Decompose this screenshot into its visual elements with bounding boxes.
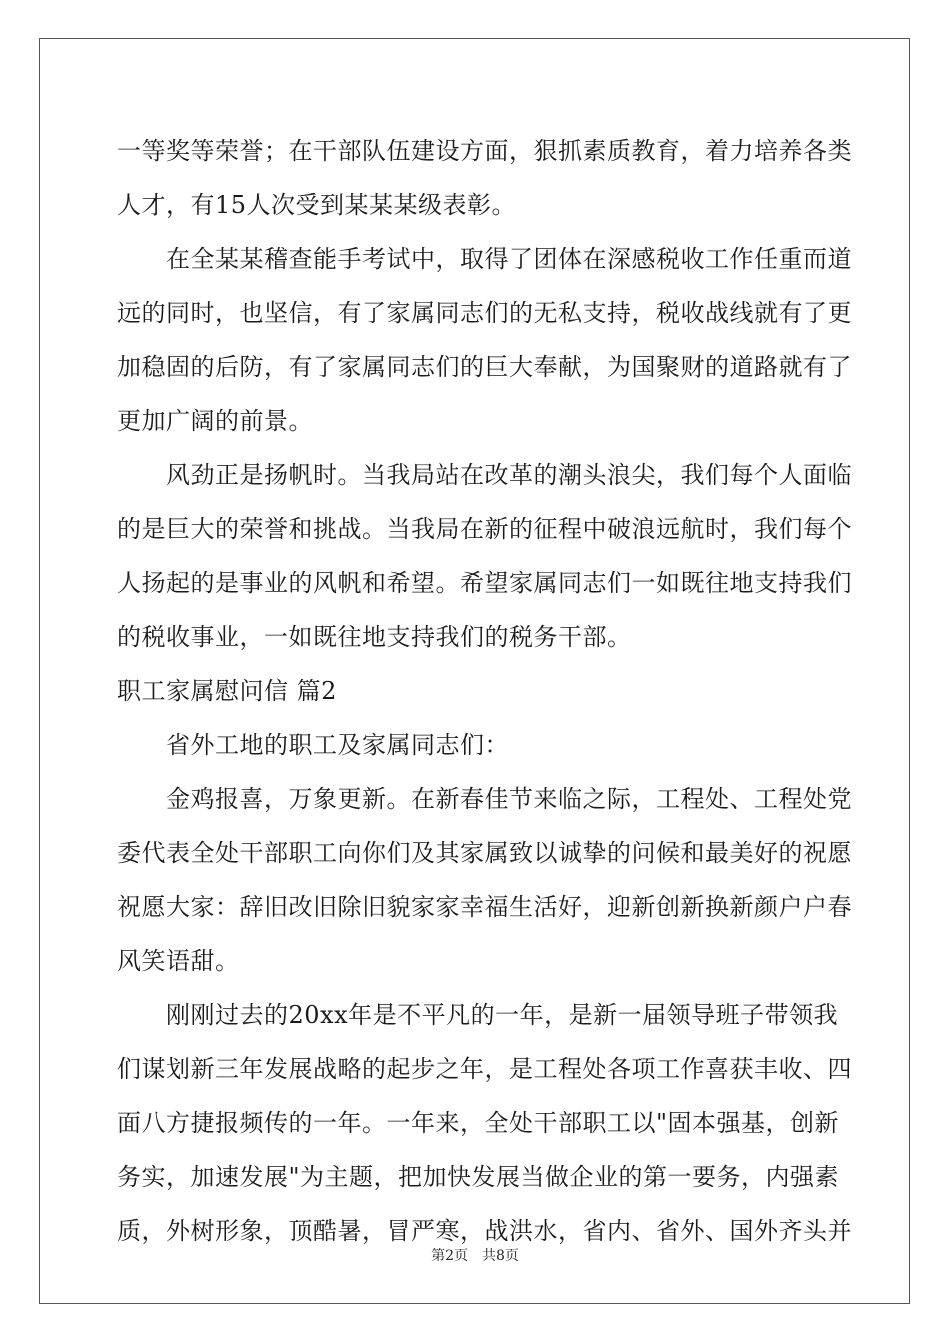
text-line: 在全某某稽查能手考试中，取得了团体在深感税收工作任重而道 bbox=[166, 245, 852, 273]
text-line: 金鸡报喜，万象更新。在新春佳节来临之际，工程处、工程处党 bbox=[166, 785, 852, 813]
text-line: 风劲正是扬帆时。当我局站在改革的潮头浪尖，我们每个人面临 bbox=[166, 461, 852, 489]
text-line: 加稳固的后防，有了家属同志们的巨大奉献，为国聚财的道路就有了 bbox=[117, 353, 852, 381]
text-line: 人扬起的是事业的风帆和希望。希望家属同志们一如既往地支持我们 bbox=[117, 569, 852, 597]
text-line: 委代表全处干部职工向你们及其家属致以诚挚的问候和最美好的祝愿 bbox=[117, 839, 852, 867]
text-line: 一等奖等荣誉；在干部队伍建设方面，狠抓素质教育，着力培养各类 bbox=[117, 137, 852, 165]
document-body bbox=[117, 124, 852, 1258]
text-line: 面八方捷报频传的一年。一年来，全处干部职工以"固本强基，创新 bbox=[117, 1109, 840, 1137]
text-line: 的税收事业，一如既往地支持我们的税务干部。 bbox=[117, 623, 632, 651]
text-line: 质，外树形象，顶酷暑，冒严寒，战洪水，省内、省外、国外齐头并 bbox=[117, 1217, 852, 1245]
text-line: 务实，加速发展"为主题，把加快发展当做企业的第一要务，内强素 bbox=[117, 1163, 840, 1191]
text-line: 人才，有15人次受到某某某级表彰。 bbox=[117, 191, 517, 219]
text-line: 更加广阔的前景。 bbox=[117, 407, 313, 435]
text-line: 的是巨大的荣誉和挑战。当我局在新的征程中破浪远航时，我们每个 bbox=[117, 515, 852, 543]
text-line: 刚刚过去的20xx年是不平凡的一年，是新一届领导班子带领我 bbox=[166, 1001, 839, 1029]
text-line: 们谋划新三年发展战略的起步之年，是工程处各项工作喜获丰收、四 bbox=[117, 1055, 852, 1083]
salutation: 省外工地的职工及家属同志们： bbox=[166, 731, 509, 759]
text-line: 远的同时，也坚信，有了家属同志们的无私支持，税收战线就有了更 bbox=[117, 299, 852, 327]
page-number-footer: 第2页 共8页 bbox=[431, 1248, 519, 1264]
text-line: 祝愿大家：辞旧改旧除旧貌家家幸福生活好，迎新创新换新颜户户春 bbox=[117, 893, 852, 921]
section-heading: 职工家属慰问信 篇2 bbox=[117, 677, 337, 705]
text-line: 风笑语甜。 bbox=[117, 947, 240, 975]
